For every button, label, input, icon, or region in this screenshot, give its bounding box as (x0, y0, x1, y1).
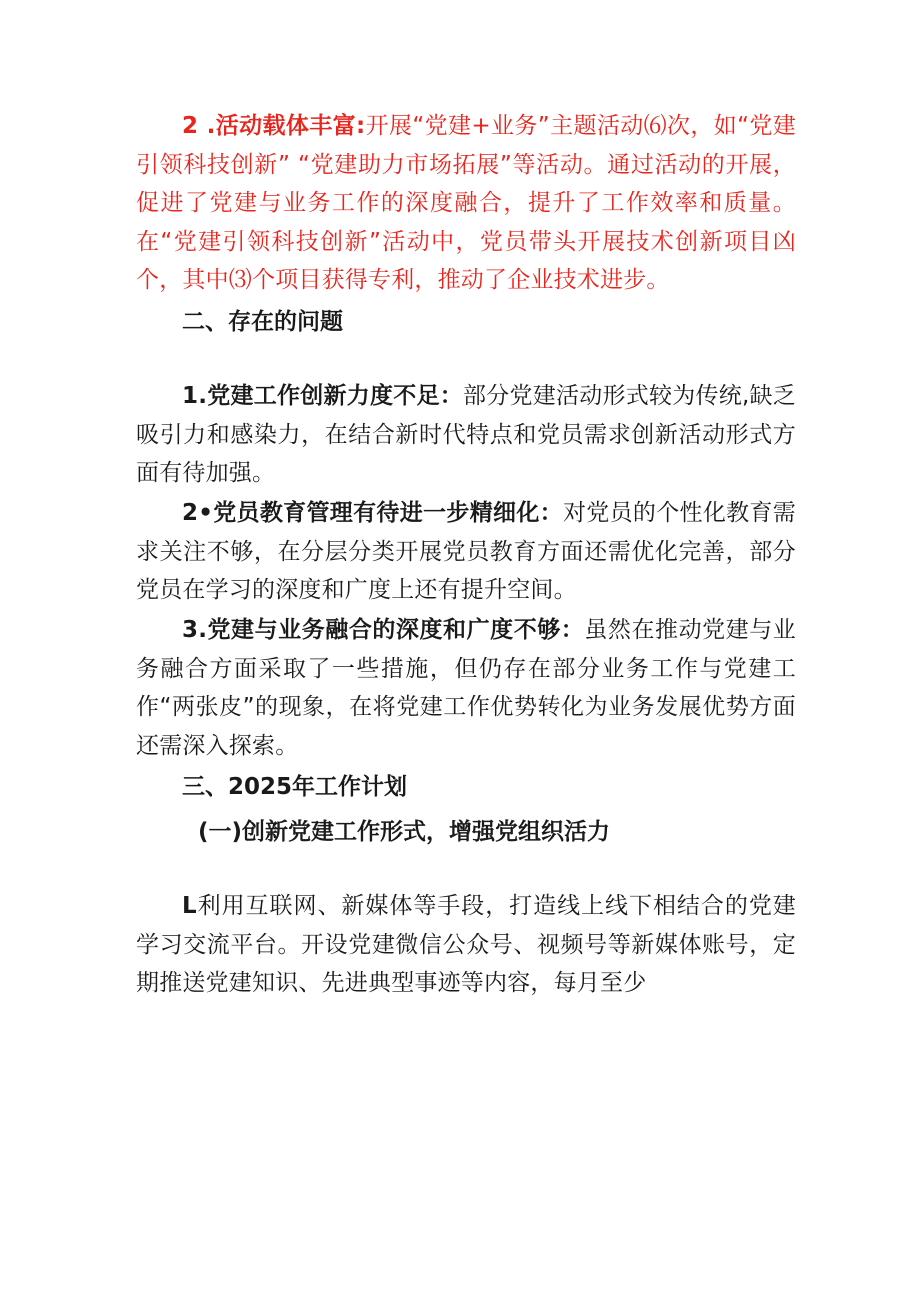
paragraph-plan-1 (136, 887, 796, 1003)
paragraph-problem-1 (136, 377, 796, 493)
problem-text: 对党员的个性化教育需求关注不够，在分层分类开展党员教育方面还需优化完善，部分党员在学习的深度和广度上还有提升空间。 (136, 500, 797, 603)
item-text: 开展“党建+业务”主题活动⑹次，如“党建引领科技创新” “党建助力市场拓展”等活动。通过活动的开展，促进了党建与业务工作的深度融合，提升了工作效率和质量。在“党建引领科技创新”活动中，党员带头开展技术创新项目凶个，其中⑶个项目获得专利，推动了企业技术进步。 (136, 113, 796, 293)
problem-text: 部分党建活动形式较为传统,缺乏吸引力和感染力，在结合新时代特点和党员需求创新活动形式方面有待加强。 (136, 383, 797, 486)
item-number: L (182, 893, 197, 919)
item-number: 2 .活 (182, 113, 240, 139)
subsection-heading-innovation: (一)创新党建工作形式，增强党组织活力 (198, 819, 611, 845)
section-heading-problems: 二、存在的问题 (182, 309, 343, 335)
problem-title: 3.党建与业务融合的深度和广度不够： (182, 617, 585, 643)
paragraph-problem-3 (136, 611, 796, 765)
paragraph-problem-2 (136, 494, 796, 610)
paragraph-activity-carrier (136, 107, 796, 300)
item-title: 动载体丰富: (239, 113, 366, 139)
problem-title: 1.党建工作创新力度不足： (182, 383, 463, 409)
problem-text: 虽然在推动党建与业务融合方面采取了一些措施，但仍存在部分业务工作与党建工作“两张皮”的现象，在将党建工作优势转化为业务发展优势方面还需深入探索。 (136, 617, 796, 759)
problem-title: 2•党员教育管理有待进一步精细化： (182, 500, 563, 526)
section-heading-work-plan: 三、2025年工作计划 (182, 774, 408, 800)
plan-text: 利用互联网、新媒体等手段，打造线上线下相结合的党建学习交流平台。开设党建微信公众号、视频号等新媒体账号，定期推送党建知识、先进典型事迹等内容，每月至少 (136, 893, 796, 996)
